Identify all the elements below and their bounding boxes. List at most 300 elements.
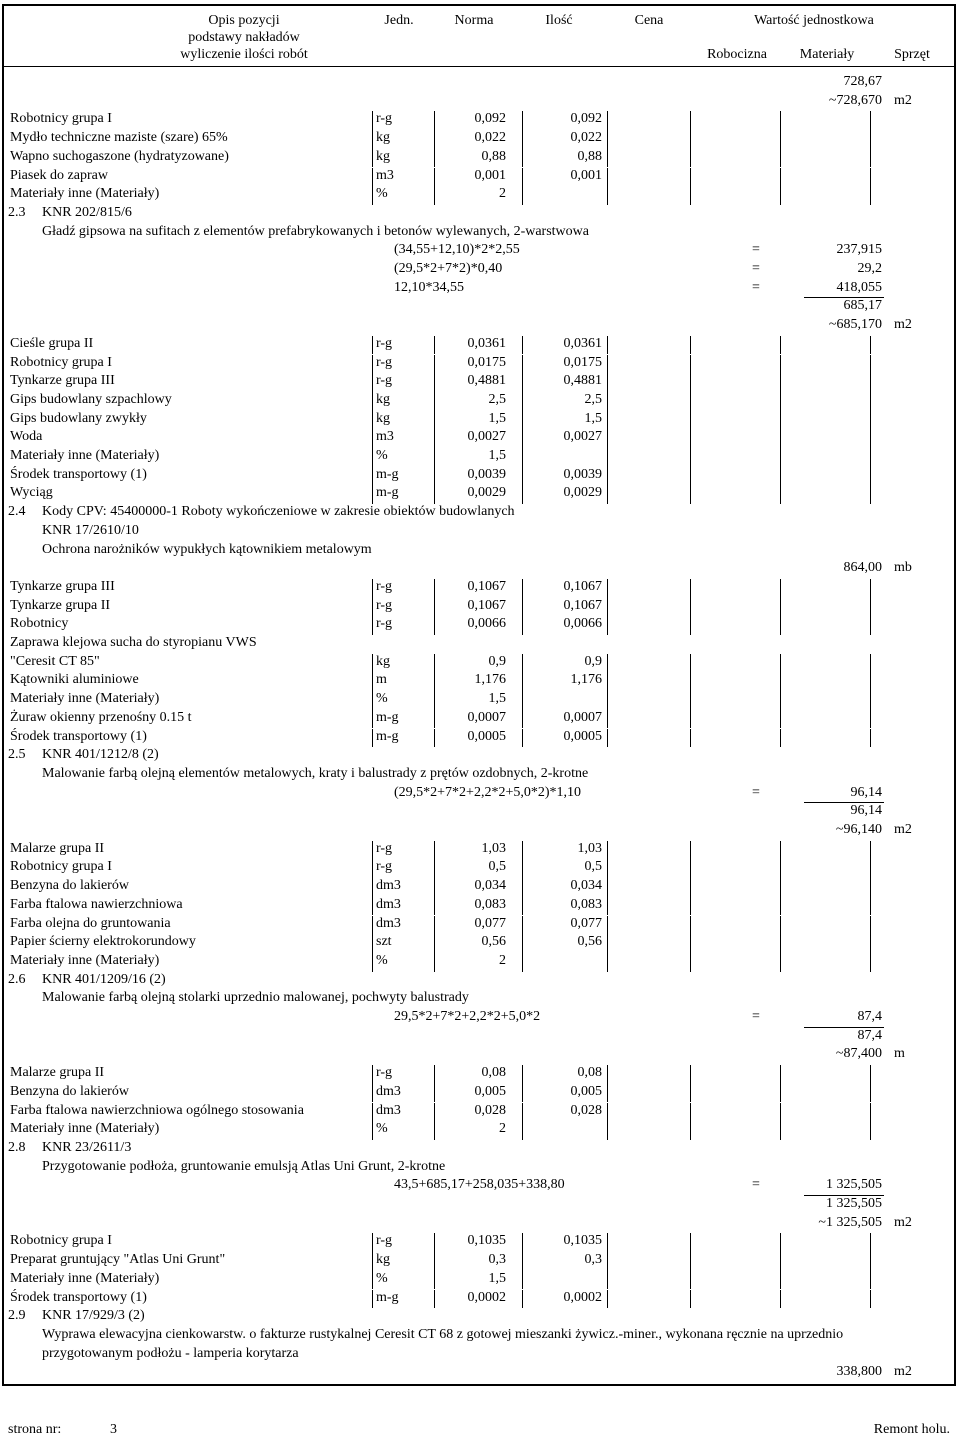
resource-norma: 1,5	[488, 410, 506, 426]
position-description: KNR 17/2610/10	[42, 522, 139, 538]
cell-border	[522, 111, 523, 130]
resource-norma: 0,0007	[467, 709, 506, 725]
cell-border	[434, 411, 435, 430]
cell-border	[372, 1121, 373, 1140]
resource-unit: %	[376, 1270, 388, 1286]
cell-border	[434, 1084, 435, 1103]
cell-border	[372, 130, 373, 149]
cell-border	[434, 1271, 435, 1290]
resource-ilosc: 0,0027	[563, 429, 602, 445]
cell-border	[780, 149, 781, 168]
cell-border	[870, 336, 871, 355]
position-code: Kody CPV: 45400000-1 Roboty wykończeniowe w zakresie obiektów budowlanych	[42, 504, 515, 520]
resource-norma: 0,0027	[467, 429, 506, 445]
cell-border	[690, 111, 691, 130]
cell-border	[607, 373, 608, 392]
cell-border	[372, 149, 373, 168]
cell-border	[434, 878, 435, 897]
resource-unit: %	[376, 1121, 388, 1137]
cell-border	[434, 672, 435, 691]
resource-unit: r-g	[376, 597, 393, 613]
position-number: 2.5	[8, 747, 26, 763]
position-description: Malowanie farbą olejną elementów metalowych, kraty i balustrady z prętów ozdobnych, 2-krotne	[42, 765, 589, 781]
cell-border	[607, 448, 608, 467]
cell-border	[870, 1271, 871, 1290]
resource-norma: 1,5	[488, 691, 506, 707]
cell-border	[522, 336, 523, 355]
calc-expression: 12,10*34,55	[394, 279, 464, 295]
cell-border	[780, 1252, 781, 1271]
quantity-unit: mb	[894, 560, 912, 576]
header-podstawy: podstawy nakładów	[188, 30, 300, 45]
cost-estimate-table	[2, 4, 956, 1386]
resource-norma: 0,0361	[467, 335, 506, 351]
resource-unit: r-g	[376, 1233, 393, 1249]
cell-border	[780, 1103, 781, 1122]
resource-ilosc: 2,5	[584, 391, 602, 407]
cell-border	[607, 654, 608, 673]
cell-border	[372, 373, 373, 392]
cell-border	[522, 429, 523, 448]
cell-border	[522, 1084, 523, 1103]
cell-border	[607, 429, 608, 448]
cell-border	[607, 411, 608, 430]
resource-name: Robotnicy grupa I	[10, 111, 112, 127]
resource-norma: 2,5	[488, 391, 506, 407]
cell-border	[522, 691, 523, 710]
resource-unit: r-g	[376, 840, 393, 856]
resource-name: Robotnicy grupa I	[10, 1233, 112, 1249]
cell-border	[780, 336, 781, 355]
cell-border	[522, 411, 523, 430]
position-code: KNR 401/1212/8 (2)	[42, 747, 159, 763]
header-divider	[4, 66, 954, 67]
cell-border	[780, 355, 781, 374]
cell-border	[690, 616, 691, 635]
calc-expression: (34,55+12,10)*2*2,55	[394, 242, 520, 258]
position-number: 2.9	[8, 1308, 26, 1324]
cell-border	[690, 1121, 691, 1140]
cell-border	[372, 672, 373, 691]
cell-border	[607, 934, 608, 953]
position-description: Malowanie farbą olejną stolarki uprzednio malowanej, pochwyty balustrady	[42, 990, 469, 1006]
resource-ilosc: 0,4881	[563, 373, 602, 389]
quantity-total: 96,14	[850, 803, 882, 819]
cell-border	[522, 485, 523, 504]
cell-border	[372, 467, 373, 486]
resource-unit: r-g	[376, 335, 393, 351]
resource-norma: 0,0039	[467, 466, 506, 482]
cell-border	[607, 897, 608, 916]
resource-unit: m3	[376, 167, 394, 183]
cell-border	[434, 485, 435, 504]
cell-border	[690, 168, 691, 187]
quantity-total: ~728,670	[828, 92, 882, 108]
resource-norma: 2	[499, 952, 506, 968]
calc-equals: =	[752, 261, 760, 276]
resource-unit: dm3	[376, 915, 401, 931]
resource-norma: 1,5	[488, 448, 506, 463]
resource-name: Materiały inne (Materiały)	[10, 952, 160, 968]
position-number: 2.8	[8, 1139, 26, 1155]
resource-ilosc: 0,0005	[563, 728, 602, 744]
cell-border	[780, 729, 781, 748]
cell-border	[780, 411, 781, 430]
cell-border	[780, 878, 781, 897]
resource-unit: m-g	[376, 1289, 399, 1305]
resource-ilosc: 0,1067	[563, 578, 602, 594]
cell-border	[870, 392, 871, 411]
cell-border	[607, 186, 608, 205]
calc-expression: (29,5*2+7*2+2,2*2+5,0*2)*1,10	[394, 784, 582, 800]
cell-border	[690, 1084, 691, 1103]
resource-name: Farba olejna do gruntowania	[10, 915, 171, 931]
cell-border	[780, 897, 781, 916]
cell-border	[607, 916, 608, 935]
cell-border	[522, 598, 523, 617]
resource-name: Robotnicy grupa I	[10, 859, 112, 875]
cell-border	[780, 373, 781, 392]
cell-border	[870, 841, 871, 860]
cell-border	[372, 1290, 373, 1309]
cell-border	[434, 355, 435, 374]
header-wartosc: Wartość jednostkowa	[754, 13, 874, 28]
calc-value: 29,2	[857, 261, 882, 276]
resource-ilosc: 0,092	[570, 111, 602, 127]
cell-border	[522, 916, 523, 935]
calc-equals: =	[752, 1009, 760, 1024]
cell-border	[434, 897, 435, 916]
resource-name: Papier ścierny elektrokorundowy	[10, 934, 196, 950]
resource-unit: m-g	[376, 728, 399, 744]
quantity-total: ~685,170	[828, 317, 882, 333]
cell-border	[870, 1084, 871, 1103]
resource-ilosc: 1,5	[584, 410, 602, 426]
position-code: KNR 401/1209/16 (2)	[42, 971, 166, 987]
footer-company: Remont holu.	[873, 1422, 950, 1437]
cell-border	[870, 1103, 871, 1122]
quantity-unit: m2	[894, 92, 912, 108]
cell-border	[690, 878, 691, 897]
cell-border	[780, 485, 781, 504]
resource-name: Farba ftalowa nawierzchniowa ogólnego stosowania	[10, 1102, 304, 1118]
cell-border	[522, 448, 523, 467]
resource-unit: m	[376, 672, 387, 688]
position-number: 2.4	[8, 504, 26, 520]
cell-border	[522, 710, 523, 729]
resource-name: Środek transportowy (1)	[10, 728, 147, 744]
cell-border	[522, 1271, 523, 1290]
cell-border	[780, 953, 781, 972]
resource-ilosc: 0,3	[584, 1252, 602, 1268]
cell-border	[434, 691, 435, 710]
cell-border	[780, 1065, 781, 1084]
quantity-unit: m2	[894, 1214, 912, 1230]
resource-unit: %	[376, 952, 388, 968]
position-code: KNR 17/929/3 (2)	[42, 1308, 145, 1324]
cell-border	[690, 1252, 691, 1271]
resource-ilosc: 0,0066	[563, 616, 602, 632]
resource-name: Kątowniki aluminiowe	[10, 672, 139, 688]
cell-border	[607, 111, 608, 130]
cell-border	[372, 916, 373, 935]
resource-ilosc: 0,0007	[563, 709, 602, 725]
cell-border	[372, 934, 373, 953]
cell-border	[434, 149, 435, 168]
resource-unit: r-g	[376, 859, 393, 875]
resource-name: Malarze grupa II	[10, 840, 105, 856]
resource-norma: 0,0005	[467, 728, 506, 744]
cell-border	[780, 1084, 781, 1103]
position-description: Ochrona narożników wypukłych kątownikiem metalowym	[42, 541, 372, 557]
cell-border	[372, 336, 373, 355]
resource-unit: m3	[376, 429, 394, 445]
quantity-total: 87,4	[857, 1027, 882, 1043]
cell-border	[870, 168, 871, 187]
resource-name: Malarze grupa II	[10, 1065, 105, 1081]
cell-border	[607, 355, 608, 374]
resource-ilosc: 0,1067	[563, 597, 602, 613]
cell-border	[690, 1271, 691, 1290]
resource-name: Materiały inne (Materiały)	[10, 186, 160, 202]
resource-ilosc: 0,034	[570, 878, 602, 894]
resource-name: Tynkarze grupa III	[10, 578, 115, 594]
cell-border	[780, 168, 781, 187]
cell-border	[372, 691, 373, 710]
cell-border	[690, 672, 691, 691]
resource-norma: 0,0175	[467, 354, 506, 370]
cell-border	[434, 859, 435, 878]
position-description: przygotowanym podłożu - lamperia korytarza	[42, 1345, 299, 1361]
resource-norma: 0,4881	[467, 373, 506, 389]
calc-expression: (29,5*2+7*2)*0,40	[394, 261, 503, 276]
cell-border	[372, 168, 373, 187]
resource-norma: 2	[499, 186, 506, 202]
cell-border	[434, 392, 435, 411]
cell-border	[434, 1121, 435, 1140]
resource-ilosc: 0,083	[570, 896, 602, 912]
resource-norma: 1,176	[474, 672, 506, 688]
cell-border	[690, 355, 691, 374]
cell-border	[372, 111, 373, 130]
resource-name: Żuraw okienny przenośny 0.15 t	[10, 709, 192, 725]
cell-border	[870, 934, 871, 953]
cell-border	[522, 149, 523, 168]
cell-border	[690, 897, 691, 916]
cell-border	[434, 1065, 435, 1084]
cell-border	[607, 467, 608, 486]
resource-norma: 0,5	[488, 859, 506, 875]
cell-border	[690, 467, 691, 486]
cell-border	[607, 1271, 608, 1290]
page-footer	[0, 1420, 960, 1440]
resource-norma: 0,028	[474, 1102, 506, 1118]
resource-name: Wapno suchogaszone (hydratyzowane)	[10, 148, 229, 164]
cell-border	[372, 859, 373, 878]
cell-border	[434, 186, 435, 205]
resource-norma: 0,9	[488, 653, 506, 669]
cell-border	[607, 672, 608, 691]
cell-border	[870, 1065, 871, 1084]
resource-unit: dm3	[376, 1083, 401, 1099]
cell-border	[434, 467, 435, 486]
resource-name: Preparat gruntujący "Atlas Uni Grunt"	[10, 1252, 226, 1268]
cell-border	[372, 1084, 373, 1103]
cell-border	[522, 878, 523, 897]
cell-border	[372, 1103, 373, 1122]
resource-norma: 0,56	[481, 934, 506, 950]
header-robocizna: Robocizna	[707, 47, 767, 62]
calc-value: 96,14	[850, 784, 882, 800]
cell-border	[780, 841, 781, 860]
resource-norma: 1,5	[488, 1270, 506, 1286]
cell-border	[607, 859, 608, 878]
resource-name: Robotnicy	[10, 616, 69, 632]
cell-border	[690, 598, 691, 617]
calc-equals: =	[752, 784, 760, 800]
cell-border	[690, 1290, 691, 1309]
cell-border	[434, 916, 435, 935]
cell-border	[690, 373, 691, 392]
cell-border	[870, 467, 871, 486]
resource-unit: r-g	[376, 111, 393, 127]
resource-name: Mydło techniczne maziste (szare) 65%	[10, 130, 228, 146]
cell-border	[690, 149, 691, 168]
cell-border	[607, 392, 608, 411]
header-wyliczenie: wyliczenie ilości robót	[180, 47, 308, 62]
resource-name: Robotnicy grupa I	[10, 354, 112, 370]
header-jedn: Jedn.	[384, 13, 414, 28]
header-cena: Cena	[634, 13, 664, 28]
calc-value: 237,915	[836, 242, 882, 258]
cell-border	[434, 336, 435, 355]
cell-border	[607, 1084, 608, 1103]
resource-unit: kg	[376, 410, 390, 426]
cell-border	[434, 373, 435, 392]
cell-border	[434, 111, 435, 130]
resource-name: Materiały inne (Materiały)	[10, 691, 160, 707]
calc-expression: 43,5+685,17+258,035+338,80	[394, 1177, 565, 1193]
cell-border	[522, 672, 523, 691]
resource-unit: dm3	[376, 878, 401, 894]
position-description: Przygotowanie podłoża, gruntowanie emulsją Atlas Uni Grunt, 2-krotne	[42, 1158, 446, 1174]
cell-border	[434, 841, 435, 860]
cell-border	[690, 1065, 691, 1084]
cell-border	[607, 691, 608, 710]
header-norma: Norma	[454, 13, 494, 28]
cell-border	[522, 1290, 523, 1309]
resource-norma: 0,092	[474, 111, 506, 127]
resource-norma: 0,077	[474, 915, 506, 931]
quantity-unit: m2	[894, 317, 912, 333]
cell-border	[434, 579, 435, 598]
cell-border	[434, 168, 435, 187]
quantity-total: 864,00	[843, 560, 882, 576]
resource-name: Tynkarze grupa III	[10, 373, 115, 389]
resource-name: Woda	[10, 429, 43, 445]
cell-border	[690, 654, 691, 673]
resource-unit: kg	[376, 653, 390, 669]
calc-value: 418,055	[836, 279, 882, 295]
cell-border	[522, 1233, 523, 1252]
resource-name: Gips budowlany zwykły	[10, 410, 147, 426]
resource-ilosc: 0,022	[570, 130, 602, 146]
resource-name: Zaprawa klejowa sucha do styropianu VWS	[10, 635, 257, 650]
quantity-total: 685,17	[843, 298, 882, 314]
cell-border	[607, 579, 608, 598]
cell-border	[780, 448, 781, 467]
header-materialy: Materiały	[799, 47, 855, 62]
quantity-unit: m	[894, 1046, 905, 1062]
cell-border	[522, 729, 523, 748]
cell-border	[870, 579, 871, 598]
quantity-total: ~1 325,505	[818, 1214, 882, 1230]
resource-ilosc: 1,176	[570, 672, 602, 688]
calc-value: 87,4	[857, 1009, 882, 1024]
resource-name: Piasek do zapraw	[10, 167, 108, 183]
cell-border	[434, 1103, 435, 1122]
cell-border	[870, 654, 871, 673]
resource-unit: kg	[376, 148, 390, 164]
cell-border	[607, 1290, 608, 1309]
quantity-total: 338,800	[836, 1364, 882, 1380]
footer-page-number: 3	[110, 1422, 117, 1437]
resource-unit: r-g	[376, 578, 393, 594]
cell-border	[780, 710, 781, 729]
resource-unit: m-g	[376, 485, 399, 501]
resource-ilosc: 0,0039	[563, 466, 602, 482]
cell-border	[780, 1271, 781, 1290]
cell-border	[522, 616, 523, 635]
cell-border	[690, 579, 691, 598]
resource-name: Środek transportowy (1)	[10, 466, 147, 482]
cell-border	[780, 654, 781, 673]
resource-unit: dm3	[376, 896, 401, 912]
cell-border	[372, 411, 373, 430]
cell-border	[607, 1065, 608, 1084]
cell-border	[690, 1233, 691, 1252]
cell-border	[690, 429, 691, 448]
resource-norma: 0,022	[474, 130, 506, 146]
cell-border	[690, 916, 691, 935]
cell-border	[780, 429, 781, 448]
cell-border	[780, 934, 781, 953]
cell-border	[372, 1252, 373, 1271]
cell-border	[607, 1103, 608, 1122]
position-code: KNR 23/2611/3	[42, 1139, 132, 1155]
cell-border	[522, 654, 523, 673]
cell-border	[780, 1290, 781, 1309]
cell-border	[780, 392, 781, 411]
footer-page-label: strona nr:	[8, 1422, 62, 1437]
resource-unit: szt	[376, 934, 392, 950]
cell-border	[434, 710, 435, 729]
calc-expression: 29,5*2+7*2+2,2*2+5,0*2	[394, 1009, 541, 1024]
resource-ilosc: 1,03	[577, 840, 602, 856]
cell-border	[372, 953, 373, 972]
resource-ilosc: 0,0029	[563, 485, 602, 501]
cell-border	[522, 953, 523, 972]
cell-border	[690, 934, 691, 953]
resource-unit: m-g	[376, 466, 399, 482]
cell-border	[372, 1233, 373, 1252]
resource-name: Materiały inne (Materiały)	[10, 1121, 160, 1137]
cell-border	[870, 130, 871, 149]
cell-border	[780, 1121, 781, 1140]
cell-border	[434, 616, 435, 635]
cell-border	[607, 1121, 608, 1140]
cell-border	[522, 579, 523, 598]
